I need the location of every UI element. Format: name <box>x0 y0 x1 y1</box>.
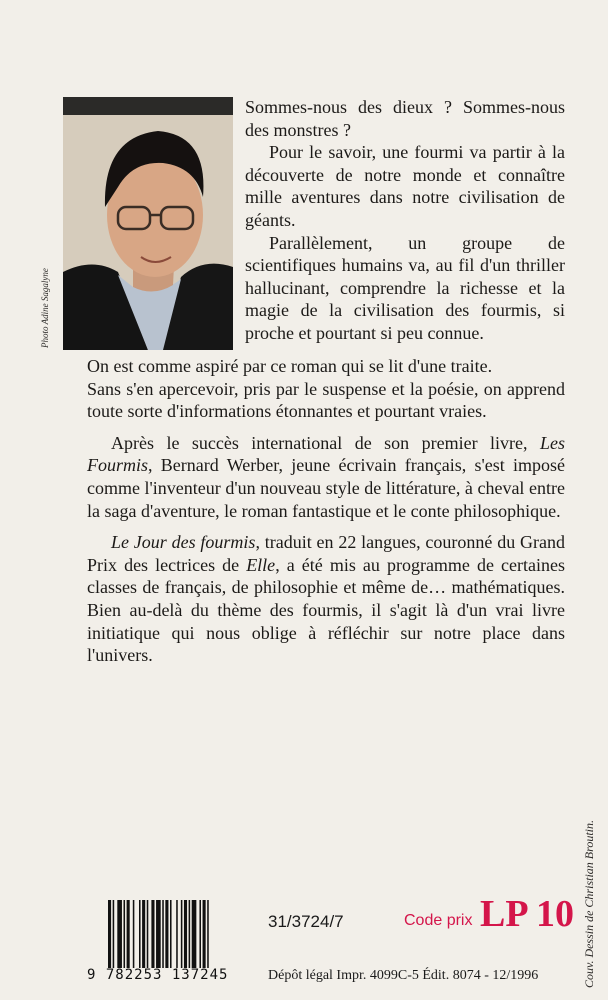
barcode-bar <box>151 900 154 968</box>
blurb-paragraph-3 <box>87 432 565 522</box>
barcode-bar <box>139 900 141 968</box>
barcode-bar <box>199 900 201 968</box>
barcode-bar <box>156 900 161 968</box>
barcode-bar <box>117 900 122 968</box>
barcode-bar <box>165 900 168 968</box>
barcode-bar <box>147 900 149 968</box>
blurb-paragraph-4 <box>87 531 565 667</box>
barcode-bar <box>192 900 197 968</box>
p4-mid: , traduit en 22 langues, couronné du Grand Prix des lectrices de <box>87 532 566 575</box>
book-title-le-jour: Le Jour des fourmis <box>111 532 256 553</box>
blurb-text <box>87 355 565 667</box>
barcode-bar <box>108 900 111 968</box>
author-photo <box>63 97 233 350</box>
intro-text <box>245 96 565 345</box>
barcode-bar <box>124 900 126 968</box>
intro-paragraph-1: Pour le savoir, une fourmi va partir à la découverte de notre monde et connaître mille aventures dans notre civilisation de géants. <box>245 142 565 230</box>
barcode-digits: 9 782253 137245 <box>87 967 229 983</box>
reference-number: 31/3724/7 <box>268 912 344 931</box>
p3-lead: Après le succès international de son premier livre, <box>111 432 540 453</box>
cover-credit: Couv. Dessin de Christian Broutin. <box>582 820 596 988</box>
photo-credit: Photo Adine Sagalyne <box>40 268 50 348</box>
barcode-bar <box>142 900 145 968</box>
book-title-les-fourmis: Les Fourmis <box>87 432 565 476</box>
blurb-paragraph-1: On est comme aspiré par ce roman qui se lit d'une traite. <box>87 356 493 376</box>
intro-paragraph-2: Parallèlement, un groupe de scientifiques humains va, au fil d'un thriller hallucinant, comprendre la richesse et la magie de la civilisation des fourmis, si proche et pourtant si peu connue. <box>245 232 565 343</box>
author-portrait-image <box>63 97 233 350</box>
barcode-bar <box>133 900 135 968</box>
barcode-bar <box>176 900 178 968</box>
barcode-bar <box>127 900 130 968</box>
barcode-bar <box>113 900 115 968</box>
p4-rest: , a été mis au programme de certaines classes de français, de philosophie et même de… mathématiques. Bien au-delà du thème des fourmis, il s'agit là d'un vrai livre initiatique qui nous oblige à réfléchir sur notre place dans l'univers. <box>87 554 565 666</box>
barcode-bar <box>181 900 183 968</box>
price-code-label: Code prix <box>404 912 473 929</box>
legal-deposit: Dépôt légal Impr. 4099C-5 Édit. 8074 - 12/1996 <box>268 968 539 983</box>
magazine-title-elle: Elle <box>246 554 276 575</box>
price-code: LP 10 <box>480 893 574 935</box>
barcode-bar <box>207 900 209 968</box>
blurb-paragraph-2: Sans s'en apercevoir, pris par le suspense et la poésie, on apprend toute sorte d'informations étonnantes et pourtant vraies. <box>87 378 565 422</box>
barcode-image <box>108 900 243 968</box>
p3-rest: , Bernard Werber, jeune écrivain français, s'est imposé comme l'inventeur d'un nouveau style de littérature, à cheval entre la saga d'aventure, le roman fantastique et le conte philosophique. <box>87 455 565 521</box>
barcode-bar <box>203 900 206 968</box>
intro-question: Sommes-nous des dieux ? Sommes-nous des monstres ? <box>245 97 565 140</box>
barcode-bar <box>162 900 164 968</box>
barcode-bar <box>189 900 191 968</box>
barcode-bar <box>184 900 187 968</box>
barcode-bar <box>170 900 172 968</box>
